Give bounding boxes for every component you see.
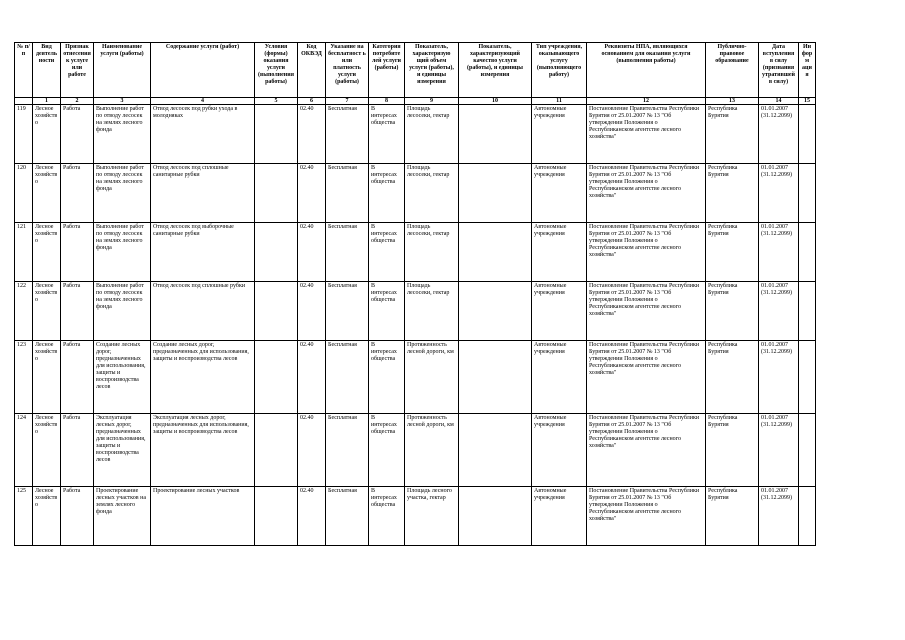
row-number: 124 — [15, 414, 33, 487]
column-number: 2 — [61, 98, 94, 105]
conditions-cell — [255, 487, 298, 546]
info-cell — [799, 282, 816, 341]
row-number: 122 — [15, 282, 33, 341]
payment-cell: Бесплатная — [326, 341, 369, 414]
payment-cell: Бесплатная — [326, 223, 369, 282]
quality-cell — [459, 487, 532, 546]
public-entity-cell: Республика Бурятия — [706, 164, 759, 223]
kind-cell: Работа — [61, 414, 94, 487]
volume-cell: Площадь лесосеки, гектар — [405, 223, 459, 282]
content-cell: Отвод лесосек под сплошные рубки — [151, 282, 255, 341]
npa-cell: Постановление Правительства Республики Бурятия от 25.01.2007 № 13 "Об утверждении Положения о Республиканском агентстве лесного хозяйства" — [587, 414, 706, 487]
activity-cell: Лесное хозяйство — [33, 105, 61, 164]
table-row — [15, 487, 816, 546]
column-number: 5 — [255, 98, 298, 105]
column-number: 11 — [532, 98, 587, 105]
date-cell: 01.01.2007 (31.12.2099) — [759, 487, 799, 546]
institution-type-cell: Автономные учреждения — [532, 164, 587, 223]
npa-cell: Постановление Правительства Республики Бурятия от 25.01.2007 № 13 "Об утверждении Положения о Республиканском агентстве лесного хозяйства" — [587, 341, 706, 414]
conditions-cell — [255, 414, 298, 487]
kind-cell: Работа — [61, 223, 94, 282]
volume-cell: Протяженность лесной дороги, км — [405, 341, 459, 414]
kind-cell: Работа — [61, 487, 94, 546]
service-name-cell: Выполнение работ по отводу лесосек на землях лесного фонда — [94, 282, 151, 341]
info-cell — [799, 414, 816, 487]
conditions-cell — [255, 223, 298, 282]
okved-cell: 02.40 — [298, 105, 326, 164]
date-cell: 01.01.2007 (31.12.2099) — [759, 164, 799, 223]
info-cell — [799, 164, 816, 223]
header-cell: № п/п — [15, 43, 33, 98]
npa-cell: Постановление Правительства Республики Бурятия от 25.01.2007 № 13 "Об утверждении Положения о Республиканском агентстве лесного хозяйства" — [587, 164, 706, 223]
header-cell: Код ОКВЭД — [298, 43, 326, 98]
header-row — [15, 43, 816, 98]
service-name-cell: Выполнение работ по отводу лесосек на землях лесного фонда — [94, 105, 151, 164]
header-cell: Вид деятель ности — [33, 43, 61, 98]
header-cell: Реквизиты НПА, являющихся основанием для оказания услуги (выполнения работы) — [587, 43, 706, 98]
activity-cell: Лесное хозяйство — [33, 223, 61, 282]
activity-cell: Лесное хозяйство — [33, 487, 61, 546]
kind-cell: Работа — [61, 341, 94, 414]
okved-cell: 02.40 — [298, 487, 326, 546]
table-row — [15, 164, 816, 223]
table-row — [15, 414, 816, 487]
consumers-cell: В интересах общества — [369, 223, 405, 282]
quality-cell — [459, 105, 532, 164]
public-entity-cell: Республика Бурятия — [706, 105, 759, 164]
date-cell: 01.01.2007 (31.12.2099) — [759, 223, 799, 282]
conditions-cell — [255, 341, 298, 414]
npa-cell: Постановление Правительства Республики Бурятия от 25.01.2007 № 13 "Об утверждении Положения о Республиканском агентстве лесного хозяйства" — [587, 223, 706, 282]
activity-cell: Лесное хозяйство — [33, 414, 61, 487]
public-entity-cell: Республика Бурятия — [706, 341, 759, 414]
volume-cell: Площадь лесосеки, гектар — [405, 282, 459, 341]
services-table — [14, 42, 816, 546]
content-cell: Отвод лесосек под выборочные санитарные рубки — [151, 223, 255, 282]
info-cell — [799, 105, 816, 164]
volume-cell: Площадь лесного участка, гектар — [405, 487, 459, 546]
quality-cell — [459, 341, 532, 414]
table-row — [15, 223, 816, 282]
npa-cell: Постановление Правительства Республики Бурятия от 25.01.2007 № 13 "Об утверждении Положения о Республиканском агентстве лесного хозяйства" — [587, 105, 706, 164]
content-cell: Создание лесных дорог, предназначенных для использования, защиты и воспроизводства лесов — [151, 341, 255, 414]
column-number: 6 — [298, 98, 326, 105]
info-cell — [799, 341, 816, 414]
date-cell: 01.01.2007 (31.12.2099) — [759, 282, 799, 341]
column-number: 7 — [326, 98, 369, 105]
row-number: 120 — [15, 164, 33, 223]
consumers-cell: В интересах общества — [369, 164, 405, 223]
activity-cell: Лесное хозяйство — [33, 341, 61, 414]
payment-cell: Бесплатная — [326, 282, 369, 341]
row-number: 121 — [15, 223, 33, 282]
services-table-container — [14, 42, 816, 546]
content-cell: Проектирование лесных участков — [151, 487, 255, 546]
header-cell: Показатель, характеризую щий объем услуги (работы), и единицы измерения — [405, 43, 459, 98]
institution-type-cell: Автономные учреждения — [532, 341, 587, 414]
npa-cell: Постановление Правительства Республики Бурятия от 25.01.2007 № 13 "Об утверждении Положения о Республиканском агентстве лесного хозяйства" — [587, 282, 706, 341]
okved-cell: 02.40 — [298, 341, 326, 414]
service-name-cell: Эксплуатация лесных дорог, предназначенных для использования, защиты и воспроизводства лесов — [94, 414, 151, 487]
content-cell: Отвод лесосек под сплошные санитарные рубки — [151, 164, 255, 223]
kind-cell: Работа — [61, 164, 94, 223]
service-name-cell: Создание лесных дорог, предназначенных для использования, защиты и воспроизводства лесов — [94, 341, 151, 414]
public-entity-cell: Республика Бурятия — [706, 414, 759, 487]
institution-type-cell: Автономные учреждения — [532, 414, 587, 487]
service-name-cell: Выполнение работ по отводу лесосек на землях лесного фонда — [94, 164, 151, 223]
institution-type-cell: Автономные учреждения — [532, 105, 587, 164]
header-cell: Условия (формы) оказания услуги (выполнения работы) — [255, 43, 298, 98]
public-entity-cell: Республика Бурятия — [706, 487, 759, 546]
column-number: 3 — [94, 98, 151, 105]
conditions-cell — [255, 164, 298, 223]
column-number: 9 — [405, 98, 459, 105]
header-cell: Показатель, характеризующий качество услуги (работы), и единицы измерения — [459, 43, 532, 98]
column-number: 8 — [369, 98, 405, 105]
public-entity-cell: Республика Бурятия — [706, 282, 759, 341]
payment-cell: Бесплатная — [326, 414, 369, 487]
header-cell: Категория потребите лей услуги (работы) — [369, 43, 405, 98]
okved-cell: 02.40 — [298, 282, 326, 341]
header-cell: Дата вступления в силу (признания утратившей в силу) — [759, 43, 799, 98]
row-number: 119 — [15, 105, 33, 164]
quality-cell — [459, 223, 532, 282]
column-number: 14 — [759, 98, 799, 105]
table-body — [15, 105, 816, 546]
activity-cell: Лесное хозяйство — [33, 164, 61, 223]
info-cell — [799, 487, 816, 546]
column-number: 10 — [459, 98, 532, 105]
institution-type-cell: Автономные учреждения — [532, 282, 587, 341]
quality-cell — [459, 282, 532, 341]
column-number: 13 — [706, 98, 759, 105]
column-number: 15 — [799, 98, 816, 105]
header-cell: Признак отнесения к услуге или работе — [61, 43, 94, 98]
kind-cell: Работа — [61, 282, 94, 341]
header-cell: Указание на бесплатност ь или платность услуги (работы) — [326, 43, 369, 98]
service-name-cell: Проектирование лесных участков на землях лесного фонда — [94, 487, 151, 546]
activity-cell: Лесное хозяйство — [33, 282, 61, 341]
header-cell: Наименование услуги (работы) — [94, 43, 151, 98]
row-number: 123 — [15, 341, 33, 414]
quality-cell — [459, 414, 532, 487]
payment-cell: Бесплатная — [326, 487, 369, 546]
payment-cell: Бесплатная — [326, 105, 369, 164]
consumers-cell: В интересах общества — [369, 414, 405, 487]
okved-cell: 02.40 — [298, 164, 326, 223]
volume-cell: Площадь лесосеки, гектар — [405, 105, 459, 164]
institution-type-cell: Автономные учреждения — [532, 223, 587, 282]
public-entity-cell: Республика Бурятия — [706, 223, 759, 282]
header-cell: Содержание услуги (работ) — [151, 43, 255, 98]
consumers-cell: В интересах общества — [369, 341, 405, 414]
okved-cell: 02.40 — [298, 414, 326, 487]
header-cell: Публично-правовое образование — [706, 43, 759, 98]
kind-cell: Работа — [61, 105, 94, 164]
quality-cell — [459, 164, 532, 223]
date-cell: 01.01.2007 (31.12.2099) — [759, 105, 799, 164]
table-row — [15, 282, 816, 341]
consumers-cell: В интересах общества — [369, 487, 405, 546]
header-cell: Тип учреждения, оказывающего услугу (выполняющего работу) — [532, 43, 587, 98]
content-cell: Эксплуатация лесных дорог, предназначенных для использования, защиты и воспроизводства лесов — [151, 414, 255, 487]
info-cell — [799, 223, 816, 282]
volume-cell: Площадь лесосеки, гектар — [405, 164, 459, 223]
table-row — [15, 105, 816, 164]
service-name-cell: Выполнение работ по отводу лесосек на землях лесного фонда — [94, 223, 151, 282]
conditions-cell — [255, 282, 298, 341]
header-cell: Информ ация — [799, 43, 816, 98]
volume-cell: Протяженность лесной дороги, км — [405, 414, 459, 487]
okved-cell: 02.40 — [298, 223, 326, 282]
institution-type-cell: Автономные учреждения — [532, 487, 587, 546]
column-number: 1 — [33, 98, 61, 105]
payment-cell: Бесплатная — [326, 164, 369, 223]
content-cell: Отвод лесосек под рубки ухода в молодняках — [151, 105, 255, 164]
column-number — [15, 98, 33, 105]
row-number: 125 — [15, 487, 33, 546]
date-cell: 01.01.2007 (31.12.2099) — [759, 414, 799, 487]
npa-cell: Постановление Правительства Республики Бурятия от 25.01.2007 № 13 "Об утверждении Положения о Республиканском агентстве лесного хозяйства" — [587, 487, 706, 546]
consumers-cell: В интересах общества — [369, 282, 405, 341]
table-row — [15, 341, 816, 414]
column-number-row — [15, 98, 816, 105]
column-number: 4 — [151, 98, 255, 105]
conditions-cell — [255, 105, 298, 164]
column-number: 12 — [587, 98, 706, 105]
date-cell: 01.01.2007 (31.12.2099) — [759, 341, 799, 414]
consumers-cell: В интересах общества — [369, 105, 405, 164]
